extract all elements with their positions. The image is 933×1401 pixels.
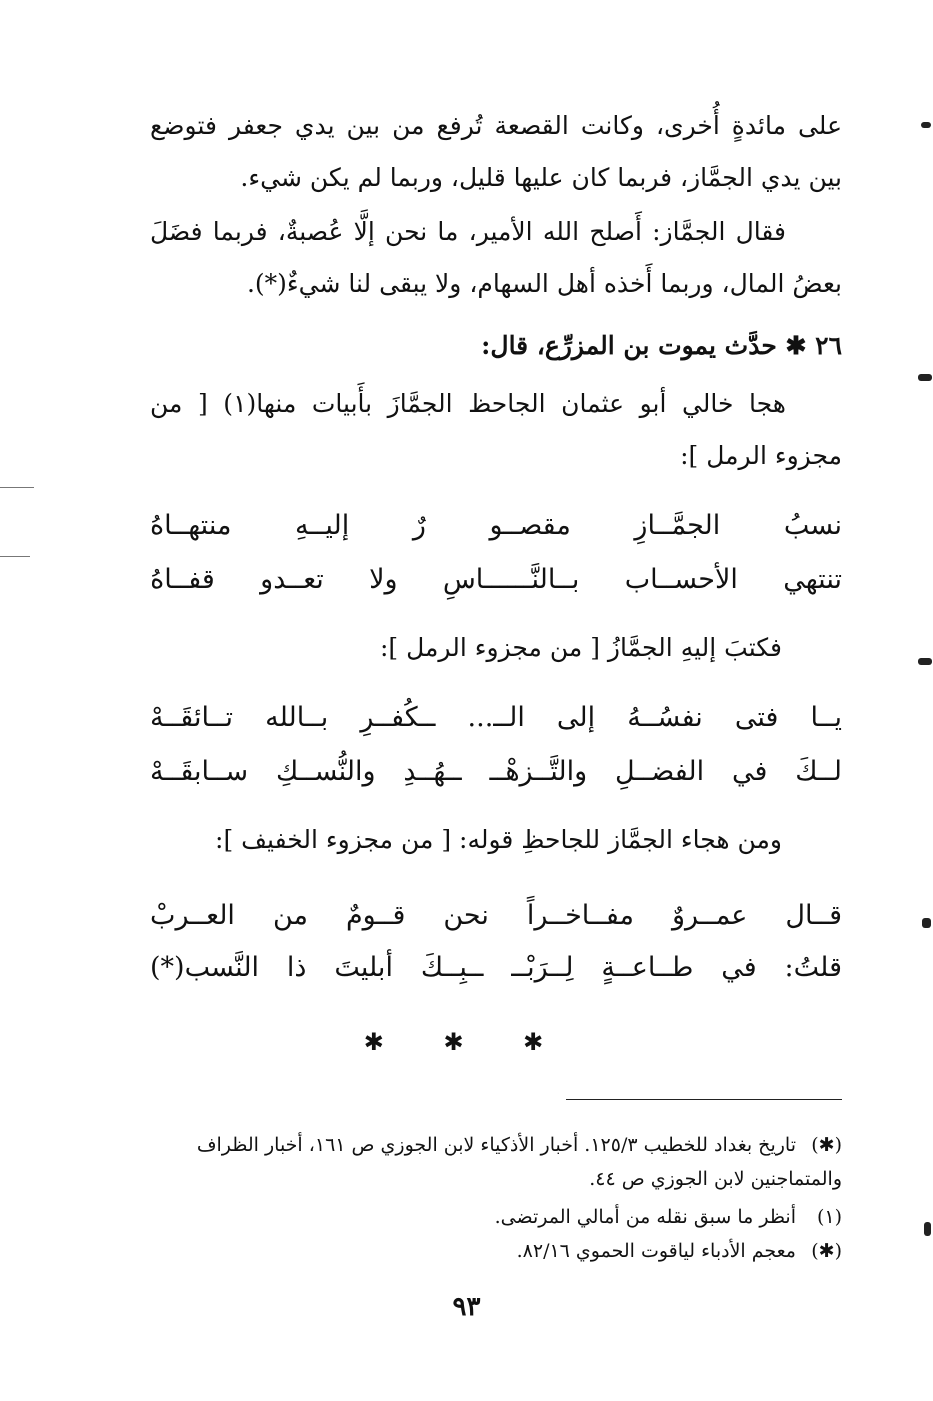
scan-mark	[922, 918, 931, 928]
verse-1-line-2	[150, 556, 842, 604]
footnote-2	[150, 1200, 842, 1234]
paragraph-2: فقال الجمَّاز: أَصلح الله الأمير، ما نحن إلَّا عُصبةٌ، فربما فضَلَ بعضُ المال، وربما أَخذه أهل السهام، ولا يبقى لنا شيءٌ(*).	[150, 217, 842, 298]
scan-mark	[918, 658, 932, 665]
scan-mark	[921, 122, 931, 128]
footnote-rule	[566, 1099, 842, 1100]
verse-word: إليــهِ	[295, 510, 350, 541]
verse-word: ذا	[286, 952, 307, 983]
verse-word: تعــدو	[260, 564, 324, 595]
verse-3-line-2	[150, 944, 842, 992]
footnote-1	[150, 1128, 842, 1196]
section-heading-26: ٢٦ ✱ حدَّث يموت بن المزرِّع، قال:	[481, 331, 842, 360]
verse-3-line-1	[150, 892, 842, 940]
footnote-mark: (✱)	[811, 1134, 842, 1156]
verse-word: الفضــلِ	[615, 756, 705, 787]
footnote-3	[150, 1234, 842, 1268]
verse-word: أبليتَ	[334, 952, 393, 983]
scan-mark	[924, 1222, 931, 1236]
footnote-mark: (✱)	[811, 1240, 842, 1262]
intro-3: ومن هجاء الجمَّاز للجاحظِ قوله: [ من مجزوء الخفيف ]:	[215, 825, 782, 854]
scan-line	[0, 556, 30, 557]
verse-word: مفــاخــراً	[526, 900, 634, 931]
verse-word: مقصــو	[489, 510, 571, 541]
verse-word: النَّسب(*)	[150, 952, 260, 983]
verse-word: منتهــاهُ	[150, 510, 232, 541]
paragraph-1: على مائدةٍ أُخرى، وكانت القصعة تُرفع من بين يدي جعفر فتوضع بين يدي الجمَّاز، فربما كان عليها قليل، وربما لم يكن شيء.	[150, 111, 842, 192]
verse-word: نسبُ	[783, 510, 842, 541]
verse-word: بــالله	[265, 702, 329, 733]
verse-word: الجمَّــازِ	[634, 510, 721, 541]
footnote-text: معجم الأدباء لياقوت الحموي ٨٢/١٦.	[516, 1240, 796, 1262]
verse-word: والتَّــزهْــ	[489, 756, 588, 787]
verse-word: بــالنَّــــــاسِ	[442, 564, 580, 595]
verse-word: قــومٌ	[345, 900, 406, 931]
verse-word: قــال	[785, 900, 842, 931]
verse-word: رٌ	[412, 510, 426, 541]
footnote-mark: (١)	[816, 1206, 842, 1228]
verse-word: ولا	[369, 564, 398, 595]
verse-word: يــا	[810, 702, 842, 733]
verse-word: فتى	[734, 702, 779, 733]
verse-word: العــربْ	[150, 900, 235, 931]
verse-1-line-1	[150, 502, 842, 550]
verse-word: الــ...	[467, 702, 525, 733]
verse-word: نحن	[443, 900, 489, 931]
verse-word: ــكُفــرِ	[360, 702, 436, 733]
verse-word: في	[731, 756, 768, 787]
verse-2-line-2	[150, 748, 842, 796]
verse-word: قلتُ:	[784, 952, 842, 983]
scan-mark	[918, 374, 932, 381]
verse-word: والنُّســكِ	[276, 756, 376, 787]
section-separator: ✱ ✱ ✱	[363, 1028, 570, 1056]
paragraph-3: هجا خالي أبو عثمان الجاحظ الجمَّازَ بأَبيات منها(١) [ من مجزوء الرمل ]:	[150, 389, 842, 470]
verse-word: نفسُــهُ	[627, 702, 703, 733]
verse-word: طــاعــةٍ	[601, 952, 694, 983]
verse-word: تــائقَــهْ	[150, 702, 234, 733]
verse-word: قفــاهُ	[150, 564, 215, 595]
footnote-text: تاريخ بغداد للخطيب ١٢٥/٣. أخبار الأذكياء لابن الجوزي ص ١٦١، أخبار الظراف والمتماجنين لابن الجوزي ص ٤٤.	[196, 1134, 842, 1190]
verse-word: في	[721, 952, 757, 983]
footnote-text: أنظر ما سبق نقله من أمالي المرتضى.	[494, 1206, 796, 1228]
intro-2: فكتبَ إليهِ الجمَّازُ [ من مجزوء الرمل ]:	[379, 633, 782, 662]
verse-word: ــبِــكَ	[420, 952, 484, 983]
verse-word: ــهُــدِ	[403, 756, 462, 787]
verse-word: تنتهي	[783, 564, 842, 595]
page-number: ٩٣	[452, 1292, 481, 1322]
verse-2-line-1	[150, 694, 842, 742]
verse-word: لِــرَبْــ	[511, 952, 574, 983]
scan-line	[0, 487, 34, 488]
verse-word: من	[272, 900, 308, 931]
verse-word: عمــروٌ	[671, 900, 748, 931]
verse-word: لــكَ	[795, 756, 842, 787]
verse-word: ســابقَــهْ	[150, 756, 249, 787]
verse-word: الأحســاب	[624, 564, 738, 595]
verse-word: إلى	[556, 702, 596, 733]
